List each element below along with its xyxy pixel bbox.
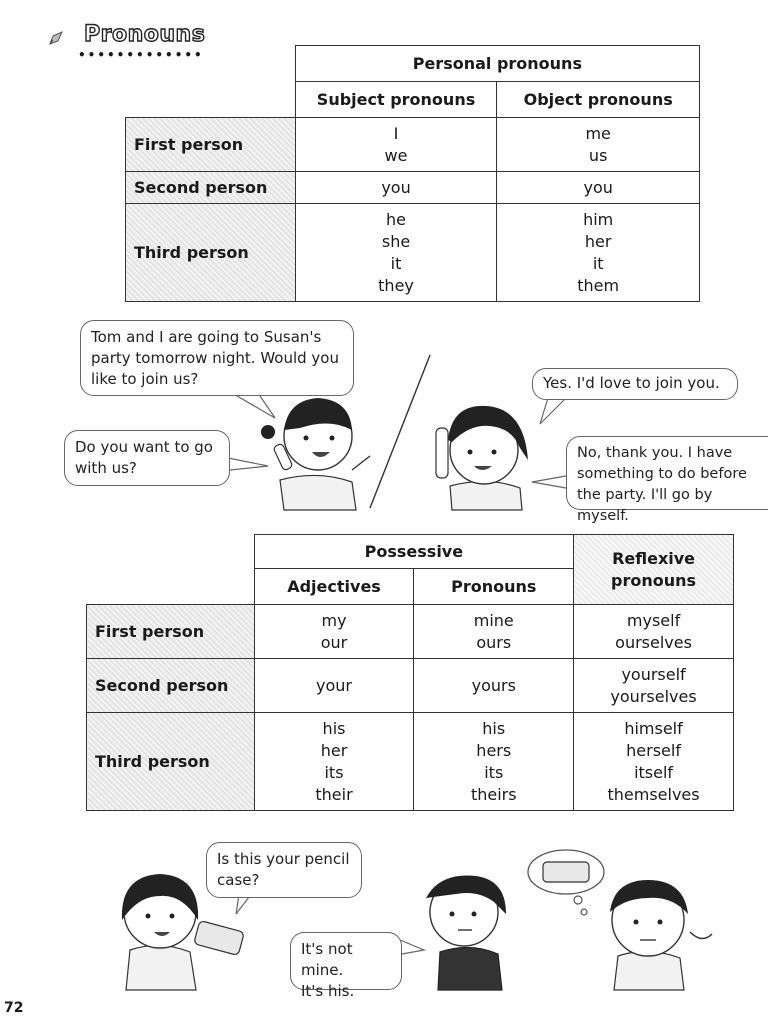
possessive-header: Possessive bbox=[254, 535, 573, 569]
pronoun: I bbox=[393, 123, 399, 143]
word: my bbox=[321, 610, 347, 630]
word: theirs bbox=[470, 784, 517, 804]
row-label-third-person: Third person bbox=[126, 204, 296, 302]
word: hers bbox=[476, 740, 512, 760]
bubble-tail bbox=[532, 476, 566, 488]
word: yourself bbox=[621, 664, 686, 684]
adjective-cell-third bbox=[254, 713, 414, 811]
word: its bbox=[324, 762, 344, 782]
boy-character-3 bbox=[610, 880, 712, 990]
title-text: Pronouns bbox=[84, 22, 206, 47]
boy-character-2 bbox=[426, 875, 506, 990]
word: our bbox=[320, 632, 348, 652]
possessive-reflexive-table bbox=[86, 534, 734, 811]
word: mine bbox=[473, 610, 514, 630]
title-underline-dots: ••••••••••••• bbox=[78, 48, 204, 62]
girl-character bbox=[261, 398, 370, 510]
word: itself bbox=[634, 762, 674, 782]
pronouns-header: Pronouns bbox=[414, 569, 574, 605]
word: herself bbox=[626, 740, 681, 760]
word: its bbox=[484, 762, 504, 782]
page-number: 72 bbox=[4, 1000, 24, 1016]
adjective-cell-first bbox=[254, 605, 414, 659]
bubble-tail bbox=[228, 458, 268, 470]
adjective-cell-second bbox=[254, 659, 414, 713]
word: yours bbox=[471, 675, 516, 695]
girl-speech-bubble-2: Do you want to go with us? bbox=[64, 430, 230, 486]
pronoun: me bbox=[585, 123, 611, 143]
bubble-tail bbox=[232, 393, 275, 418]
reflexive-cell-second bbox=[574, 659, 734, 713]
girl-speech-bubble-1: Tom and I are going to Susan's party tomorrow night. Would you like to join us? bbox=[80, 320, 354, 396]
object-pronouns-header: Object pronouns bbox=[497, 82, 700, 118]
pronoun: her bbox=[584, 231, 612, 251]
word: ours bbox=[476, 632, 512, 652]
pencil-case-icon bbox=[543, 862, 589, 882]
boy-speech-bubble-2: No, thank you. I have something to do before the party. I'll go by myself. bbox=[566, 436, 768, 510]
row-label-second-person: Second person bbox=[126, 172, 296, 204]
word: myself bbox=[626, 610, 681, 630]
word: your bbox=[316, 675, 352, 695]
word: her bbox=[320, 740, 348, 760]
word: yourselves bbox=[610, 686, 697, 706]
pronoun-cell-first bbox=[414, 605, 574, 659]
word: ourselves bbox=[615, 632, 692, 652]
pencil-case-icon bbox=[194, 920, 245, 955]
boy-speech-bubble-3 bbox=[290, 932, 402, 1000]
word: themselves bbox=[607, 784, 700, 804]
boy-speech-bubble-1: Yes. I'd love to join you. bbox=[532, 368, 738, 400]
pronoun-cell-third bbox=[414, 713, 574, 811]
adjectives-header: Adjectives bbox=[254, 569, 414, 605]
bubble-line: It's his. bbox=[301, 982, 355, 1000]
reflexive-cell-first bbox=[574, 605, 734, 659]
subject-pronouns-header: Subject pronouns bbox=[295, 82, 497, 118]
bubble-line: It's not mine. bbox=[301, 940, 353, 979]
pronoun: they bbox=[378, 275, 414, 295]
pronoun: him bbox=[583, 209, 614, 229]
row-label-first-person: First person bbox=[126, 118, 296, 172]
pronoun: he bbox=[386, 209, 407, 229]
row-label-third-person: Third person bbox=[87, 713, 255, 811]
pronoun: it bbox=[390, 253, 402, 273]
thought-bubble bbox=[528, 850, 604, 915]
reflexive-pronouns-header: Reflexive pronouns bbox=[574, 535, 734, 605]
word: his bbox=[322, 718, 346, 738]
reflexive-cell-third bbox=[574, 713, 734, 811]
pronoun: us bbox=[588, 145, 608, 165]
pronoun: them bbox=[577, 275, 620, 295]
pronoun: she bbox=[381, 231, 411, 251]
word: their bbox=[315, 784, 353, 804]
girl-speech-bubble-3: Is this your pencil case? bbox=[206, 842, 362, 898]
pronoun: we bbox=[384, 145, 408, 165]
row-label-first-person: First person bbox=[87, 605, 255, 659]
pronoun: it bbox=[592, 253, 604, 273]
pronoun: you bbox=[583, 177, 613, 197]
pronoun: you bbox=[381, 177, 411, 197]
divider-line bbox=[370, 355, 430, 508]
boy-character bbox=[436, 406, 528, 510]
word: himself bbox=[624, 718, 683, 738]
personal-pronouns-header: Personal pronouns bbox=[295, 46, 699, 82]
bubble-tail bbox=[400, 940, 424, 954]
bubble-tail bbox=[540, 398, 566, 424]
pronoun-cell-second bbox=[414, 659, 574, 713]
row-label-second-person: Second person bbox=[87, 659, 255, 713]
word: his bbox=[482, 718, 506, 738]
